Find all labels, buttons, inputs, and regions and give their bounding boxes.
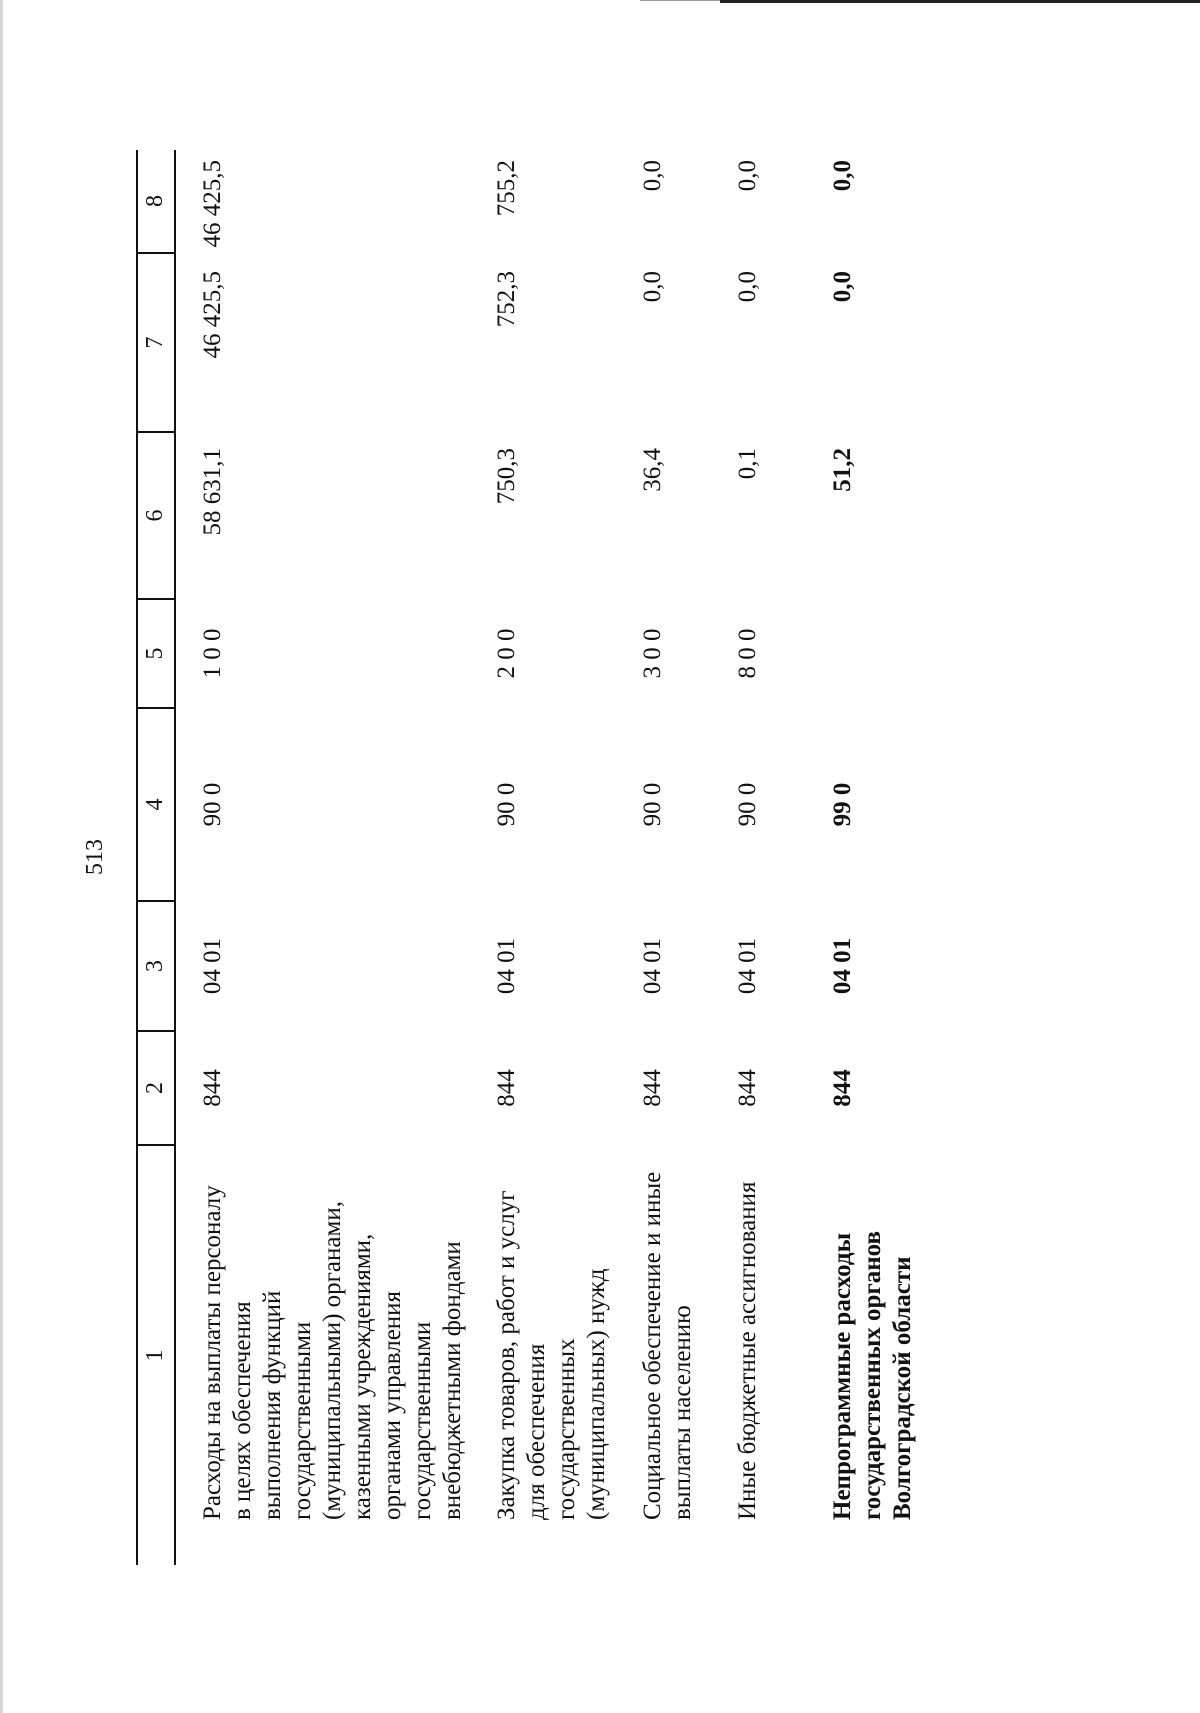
row-2-c3: 04 01 (493, 937, 520, 995)
row-1-c8: 46 425,5 (199, 160, 226, 248)
row-5-c7: 0,0 (829, 271, 856, 303)
row-3-name: Социальное обеспечение и иные выплаты населению (639, 1171, 696, 1520)
row-5-c4: 99 0 (829, 782, 856, 827)
row-1-c4: 90 0 (199, 782, 226, 827)
row-5-c2: 844 (829, 1069, 856, 1107)
row-4-c5: 8 0 0 (734, 628, 761, 679)
table-header-rule (174, 150, 176, 1565)
row-2-c5: 2 0 0 (493, 628, 520, 679)
row-3-c7: 0,0 (639, 271, 666, 303)
header-col-8: 8 (142, 195, 168, 207)
row-3-c3: 04 01 (639, 937, 666, 995)
header-col-7: 7 (142, 336, 168, 349)
row-4-c7: 0,0 (734, 271, 761, 303)
row-5-c3: 04 01 (829, 937, 856, 995)
row-5-name: Непрограммные расходы государственных органов Волгоградской области (829, 1230, 916, 1520)
row-4-name: Иные бюджетные ассигнования (734, 1181, 761, 1520)
row-5-c8: 0,0 (829, 160, 856, 192)
row-4-c4: 90 0 (734, 782, 761, 827)
row-2-name: Закупка товаров, работ и услуг для обеспечения государственных (муниципальных) нужд (493, 1190, 610, 1520)
header-col-4: 4 (142, 798, 168, 811)
row-1-c7: 46 425,5 (199, 271, 226, 359)
header-col-5: 5 (142, 647, 168, 660)
row-1-c6: 58 631,1 (199, 448, 226, 536)
header-col-6: 6 (142, 509, 168, 522)
row-2-c2: 844 (493, 1069, 520, 1107)
row-4-c8: 0,0 (734, 160, 761, 192)
row-4-c3: 04 01 (734, 937, 761, 995)
row-3-c5: 3 0 0 (639, 628, 666, 679)
row-5-c6: 51,2 (829, 448, 856, 492)
row-4-c2: 844 (734, 1069, 761, 1107)
row-2-c7: 752,3 (493, 271, 520, 328)
row-3-c2: 844 (639, 1069, 666, 1107)
row-2-c6: 750,3 (493, 448, 520, 505)
row-3-c6: 36,4 (639, 448, 666, 492)
row-2-c8: 755,2 (493, 160, 520, 217)
row-1-name: Расходы на выплаты персоналу в целях обеспечения выполнения функций государственными (муниципальными) органами, казенными учреждениями, органами управления государственными внебюджетными фондами (199, 1185, 466, 1520)
page-number: 513 (82, 839, 108, 875)
row-1-c5: 1 0 0 (199, 628, 226, 679)
row-1-c2: 844 (199, 1069, 226, 1107)
header-col-3: 3 (142, 960, 168, 972)
row-3-c4: 90 0 (639, 782, 666, 827)
header-col-2: 2 (142, 1082, 168, 1094)
row-3-c8: 0,0 (639, 160, 666, 192)
row-2-c4: 90 0 (493, 782, 520, 827)
row-1-c3: 04 01 (199, 937, 226, 995)
row-4-c6: 0,1 (734, 448, 761, 480)
header-col-1: 1 (142, 1349, 168, 1362)
